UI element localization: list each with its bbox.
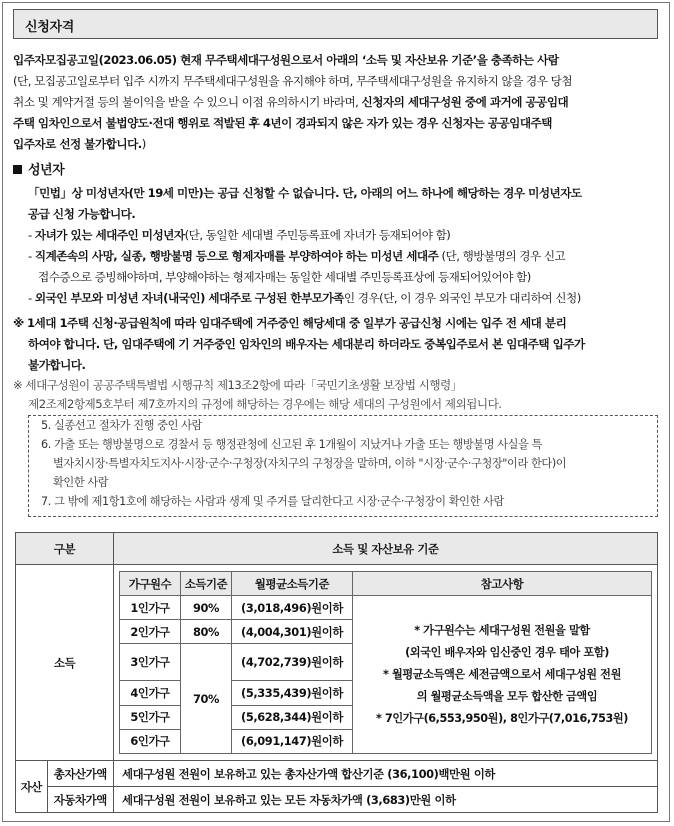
- criteria-table: [15, 532, 658, 813]
- excerpt-item-5: 5. 실종선고 절차가 진행 중인 사람: [41, 419, 202, 432]
- minor-bullet-3: - 외국인 부모와 미성년 자녀(내국인) 세대주로 구성된 한부모가족인 경우(단, 이 경우 외국인 부모가 대리하여 신청): [28, 291, 581, 305]
- car-asset-label: 자동차가액: [47, 787, 113, 813]
- asset-label: 자산: [16, 761, 48, 813]
- note1-line-3: 불가합니다.: [28, 358, 86, 372]
- inner-header-notes: 참고사항: [353, 572, 652, 596]
- total-asset-label: 총자산가액: [47, 761, 113, 787]
- car-asset-value: 세대구성원 전원이 보유하고 있는 모든 자동차가액 (3,683)만원 이하: [114, 787, 658, 813]
- minor-bullet-2: - 직계존속의 사망, 실종, 행방불명 등으로 형제자매를 부양하여야 하는 미성년 세대주 (단, 행방불명의 경우 신고: [28, 249, 566, 263]
- minor-heading: 성년자: [13, 162, 64, 180]
- ratio-cell-merged: 70%: [181, 644, 232, 754]
- members-cell: 1인가구: [120, 596, 181, 620]
- members-cell: 5인가구: [120, 705, 181, 729]
- law-excerpt-box: [28, 415, 658, 517]
- minor-bullet-1: - 자녀가 있는 세대주인 미성년자(단, 동일한 세대별 주민등록표에 자녀가 등재되어야 함): [28, 228, 451, 242]
- note1-line-2: 하여야 합니다. 단, 임대주택에 기 거주중인 임차인의 배우자는 세대분리 하더라도 중복입주로서 본 임대주택 입주가: [28, 337, 585, 351]
- note-line: * 가구원수는 세대구성원 전원을 말함: [414, 623, 590, 637]
- square-bullet-icon: [13, 165, 22, 174]
- members-cell: 6인가구: [120, 729, 181, 753]
- note-line: * 월평균소득액은 세전금액으로서 세대구성원 전원: [383, 667, 621, 681]
- income-table: [119, 571, 652, 754]
- note2-line-2: 제2조제2항제5호부터 제7호까지의 규정에 해당하는 경우에는 해당 세대의 구성원에서 제외됩니다.: [28, 397, 502, 411]
- excerpt-item-6-cont: 별자치시장·특별자치도지사·시장·군수·구청장(자치구의 구청장을 말하며, 이하 "시장·군수·구청장"이라 한다)이: [53, 457, 567, 470]
- table-row: [120, 596, 652, 620]
- amount-cell: (6,091,147)원이하: [232, 729, 353, 753]
- intro-line-2: (단, 모집공고일로부터 입주 시까지 무주택세대구성원을 유지해야 하며, 무주택세대구성원을 유지하지 않을 경우 당첨: [13, 74, 573, 88]
- inner-header-members: 가구원수: [120, 572, 181, 596]
- section-title: 신청자격: [25, 20, 75, 35]
- excerpt-item-6-cont2: 확인한 사람: [53, 476, 109, 489]
- amount-cell: (4,004,301)원이하: [232, 620, 353, 644]
- ratio-cell: 90%: [181, 596, 232, 620]
- income-cell: [114, 565, 658, 761]
- note2-line-1: ※ 세대구성원이 공공주택특별법 시행규칙 제13조2항에 따라「국민기초생활 보장법 시행령」: [13, 378, 462, 392]
- amount-cell: (5,335,439)원이하: [232, 681, 353, 705]
- members-cell: 4인가구: [120, 681, 181, 705]
- income-label: 소득: [16, 565, 114, 761]
- minor-p1: 「민법」상 미성년자(만 19세 미만)는 공급 신청할 수 없습니다. 단, 아래의 어느 하나에 해당하는 경우 미성년자도: [28, 186, 582, 200]
- total-asset-value: 세대구성원 전원이 보유하고 있는 총자산가액 합산기준 (36,100)백만원 이하: [114, 761, 658, 787]
- note-line: 의 월평균소득액을 모두 합산한 금액임: [416, 689, 598, 703]
- intro-line-4: 주택 임차인으로서 불법양도·전대 행위로 적발된 후 4년이 경과되지 않은 자가 있는 경우 신청자는 공공임대주택: [13, 116, 552, 130]
- excerpt-item-6: 6. 가출 또는 행방불명으로 경찰서 등 행정관청에 신고된 후 1개월이 지났거나 가출 또는 행방불명 사실을 특: [41, 438, 543, 451]
- members-cell: 2인가구: [120, 620, 181, 644]
- inner-header-amount: 월평균소득기준: [232, 572, 353, 596]
- section-title-box: [13, 9, 658, 39]
- note1-line-1: ※ 1세대 1주택 신청·공급원칙에 따라 임대주택에 거주중인 해당세대 중 일부가 공급신청 시에는 입주 전 세대 분리: [13, 316, 567, 330]
- intro-line-3: 취소 및 계약거절 등의 불이익을 받을 수 있으니 이점 유의하시기 바라며, 신청자의 세대구성원 중에 과거에 공공임대: [13, 95, 569, 109]
- intro-line-5: 입주자로 선정 불가합니다.): [13, 137, 146, 151]
- note-line: (외국인 배우자와 임신중인 경우 태아 포함): [405, 645, 609, 659]
- inner-header-ratio: 소득기준: [181, 572, 232, 596]
- members-cell: 3인가구: [120, 644, 181, 681]
- notes-cell: [353, 596, 652, 754]
- amount-cell: (3,018,496)원이하: [232, 596, 353, 620]
- amount-cell: (4,702,739)원이하: [232, 644, 353, 681]
- amount-cell: (5,628,344)원이하: [232, 705, 353, 729]
- minor-bullet-2-cont: 접수증으로 증빙해야하며, 부양해야하는 형제자매는 동일한 세대별 주민등록표상에 등재되어있어야 함): [38, 270, 531, 284]
- minor-p2: 공급 신청 가능합니다.: [28, 207, 136, 221]
- table-header-category: 구분: [16, 533, 114, 565]
- table-header-criteria: 소득 및 자산보유 기준: [114, 533, 658, 565]
- ratio-cell: 80%: [181, 620, 232, 644]
- note-line: * 7인가구(6,553,950원), 8인가구(7,016,753원): [376, 711, 628, 725]
- excerpt-item-7: 7. 그 밖에 제1항1호에 해당하는 사람과 생계 및 주거를 달리한다고 시장·군수·구청장이 확인한 사람: [41, 495, 504, 508]
- intro-line-1: 입주자모집공고일(2023.06.05) 현재 무주택세대구성원으로서 아래의 ‘소득 및 자산보유 기준’을 충족하는 사람: [13, 53, 559, 67]
